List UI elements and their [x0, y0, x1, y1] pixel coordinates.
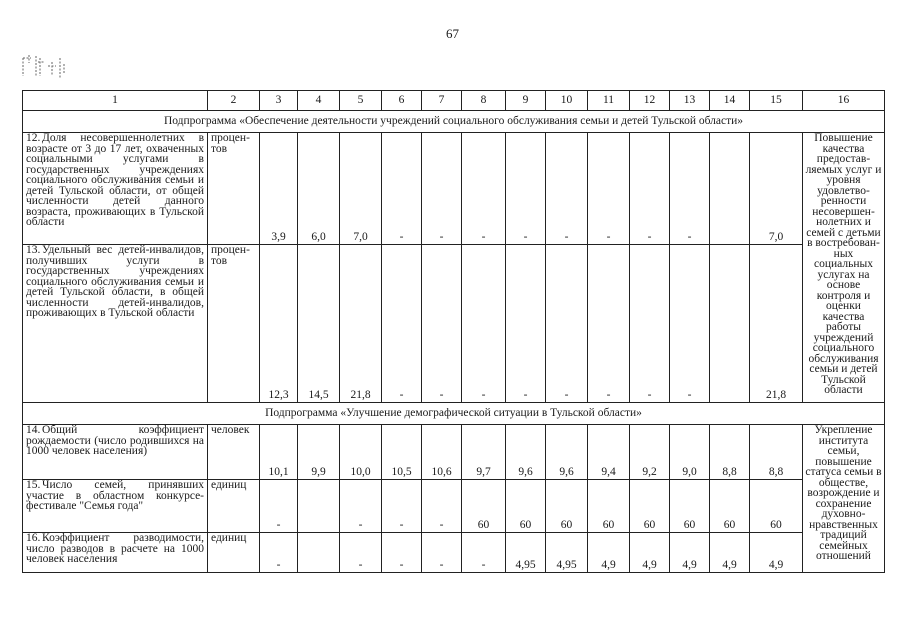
value-cell: 21,8: [340, 245, 382, 403]
value-cell: 7,0: [750, 133, 803, 245]
value-cell: 4,9: [670, 533, 710, 573]
value-cell: -: [462, 245, 506, 403]
value-cell: -: [260, 480, 298, 533]
value-cell: 6,0: [298, 133, 340, 245]
value-cell: 60: [630, 480, 670, 533]
header-cell: 8: [462, 91, 506, 111]
value-cell: -: [670, 245, 710, 403]
header-cell: 13: [670, 91, 710, 111]
value-cell: 60: [710, 480, 750, 533]
header-cell: 10: [546, 91, 588, 111]
value-cell: 9,7: [462, 425, 506, 480]
unit-cell: человек: [208, 425, 260, 480]
value-cell: 21,8: [750, 245, 803, 403]
page-number: 67: [446, 26, 459, 41]
value-cell: 4,95: [546, 533, 588, 573]
table-row: [23, 425, 885, 480]
value-cell: [710, 133, 750, 245]
value-cell: 60: [588, 480, 630, 533]
value-cell: [298, 533, 340, 573]
value-cell: 9,2: [630, 425, 670, 480]
header-cell: 3: [260, 91, 298, 111]
header-cell: 11: [588, 91, 630, 111]
row-number: 13.: [26, 244, 41, 256]
value-cell: -: [422, 480, 462, 533]
value-cell: -: [422, 533, 462, 573]
value-cell: 10,0: [340, 425, 382, 480]
value-cell: -: [462, 533, 506, 573]
header-row: [23, 91, 885, 111]
value-cell: -: [422, 245, 462, 403]
header-cell: 5: [340, 91, 382, 111]
value-cell: -: [546, 245, 588, 403]
header-cell: 14: [710, 91, 750, 111]
indicator-table: [22, 90, 885, 573]
header-cell: 9: [506, 91, 546, 111]
value-cell: -: [382, 133, 422, 245]
value-cell: -: [382, 245, 422, 403]
value-cell: 8,8: [750, 425, 803, 480]
value-cell: [298, 480, 340, 533]
table-row: [23, 480, 885, 533]
value-cell: -: [588, 133, 630, 245]
value-cell: 4,9: [750, 533, 803, 573]
unit-cell: единиц: [208, 480, 260, 533]
header-cell: 15: [750, 91, 803, 111]
value-cell: 9,4: [588, 425, 630, 480]
value-cell: -: [382, 480, 422, 533]
value-cell: -: [588, 245, 630, 403]
indicator-name: Число семей, принявших участие в областном конкурсе-фестивале "Семья года": [26, 479, 204, 512]
value-cell: 10,6: [422, 425, 462, 480]
section-title: Подпрограмма «Улучшение демографической ситуации в Тульской области»: [23, 403, 885, 425]
value-cell: 60: [506, 480, 546, 533]
row-number: 15.: [26, 479, 41, 491]
header-cell: 6: [382, 91, 422, 111]
indicator-name-cell: [23, 133, 208, 245]
value-cell: -: [630, 133, 670, 245]
unit-cell: процен-тов: [208, 133, 260, 245]
value-cell: 9,6: [546, 425, 588, 480]
value-cell: 60: [546, 480, 588, 533]
header-cell: 1: [23, 91, 208, 111]
header-cell: 12: [630, 91, 670, 111]
value-cell: -: [546, 133, 588, 245]
indicator-name: Удельный вес детей-инвалидов, получивших услуги в государственных учреждениях социального обслуживания семьи и детей Тульской области, в общей численности детей-инвалидов, проживающих в Тульской области: [26, 244, 204, 319]
value-cell: -: [260, 533, 298, 573]
value-cell: 10,5: [382, 425, 422, 480]
header-cell: 16: [803, 91, 885, 111]
section-row: [23, 111, 885, 133]
value-cell: 8,8: [710, 425, 750, 480]
value-cell: 10,1: [260, 425, 298, 480]
value-cell: -: [462, 133, 506, 245]
indicator-name-cell: [23, 425, 208, 480]
value-cell: 12,3: [260, 245, 298, 403]
value-cell: -: [340, 533, 382, 573]
value-cell: -: [422, 133, 462, 245]
value-cell: -: [382, 533, 422, 573]
header-cell: 2: [208, 91, 260, 111]
header-cell: 7: [422, 91, 462, 111]
row-number: 16.: [26, 532, 41, 544]
indicator-name-cell: [23, 480, 208, 533]
value-cell: 9,9: [298, 425, 340, 480]
scan-stamp-mark: [20, 52, 70, 82]
value-cell: 60: [750, 480, 803, 533]
indicator-name: Доля несовершеннолетних в возрасте от 3 до 17 лет, охваченных социальными услугами в государственных учреждениях социального обслуживания семьи и детей Тульской области, от общей численности детей данного возраста, проживающих в Тульской области: [26, 132, 204, 228]
value-cell: [710, 245, 750, 403]
value-cell: 4,9: [630, 533, 670, 573]
value-cell: 60: [462, 480, 506, 533]
value-cell: 14,5: [298, 245, 340, 403]
expected-result-cell: Повышение качества предостав-ляемых услуг и уровня удовлетво-ренности несовершен-нолетних и семей с детьми в востребован-ных социальных услугах на основе контроля и оценки качества работы учреждений социального обслуживания семьи и детей Тульской области: [803, 133, 885, 403]
table-row: [23, 533, 885, 573]
value-cell: 4,95: [506, 533, 546, 573]
indicator-name-cell: [23, 533, 208, 573]
section-row: [23, 403, 885, 425]
expected-result-cell: Укрепление института семьи, повышение статуса семьи в обществе, возрождение и сохранение духовно-нравственных традиций семейных отношений: [803, 425, 885, 573]
table-row: [23, 245, 885, 403]
row-number: 12.: [26, 132, 41, 144]
value-cell: -: [630, 245, 670, 403]
value-cell: -: [506, 133, 546, 245]
indicator-name: Общий коэффициент рождаемости (число родившихся на 1000 человек населения): [26, 424, 204, 457]
value-cell: 7,0: [340, 133, 382, 245]
unit-cell: единиц: [208, 533, 260, 573]
value-cell: -: [340, 480, 382, 533]
value-cell: 9,0: [670, 425, 710, 480]
value-cell: 9,6: [506, 425, 546, 480]
table-row: [23, 133, 885, 245]
value-cell: 3,9: [260, 133, 298, 245]
row-number: 14.: [26, 424, 41, 436]
indicator-name-cell: [23, 245, 208, 403]
value-cell: -: [506, 245, 546, 403]
value-cell: 4,9: [710, 533, 750, 573]
indicator-name: Коэффициент разводимости, число разводов в расчете на 1000 человек населения: [26, 532, 204, 565]
value-cell: 4,9: [588, 533, 630, 573]
value-cell: -: [670, 133, 710, 245]
value-cell: 60: [670, 480, 710, 533]
section-title: Подпрограмма «Обеспечение деятельности учреждений социального обслуживания семьи и детей Тульской области»: [23, 111, 885, 133]
unit-cell: процен-тов: [208, 245, 260, 403]
header-cell: 4: [298, 91, 340, 111]
